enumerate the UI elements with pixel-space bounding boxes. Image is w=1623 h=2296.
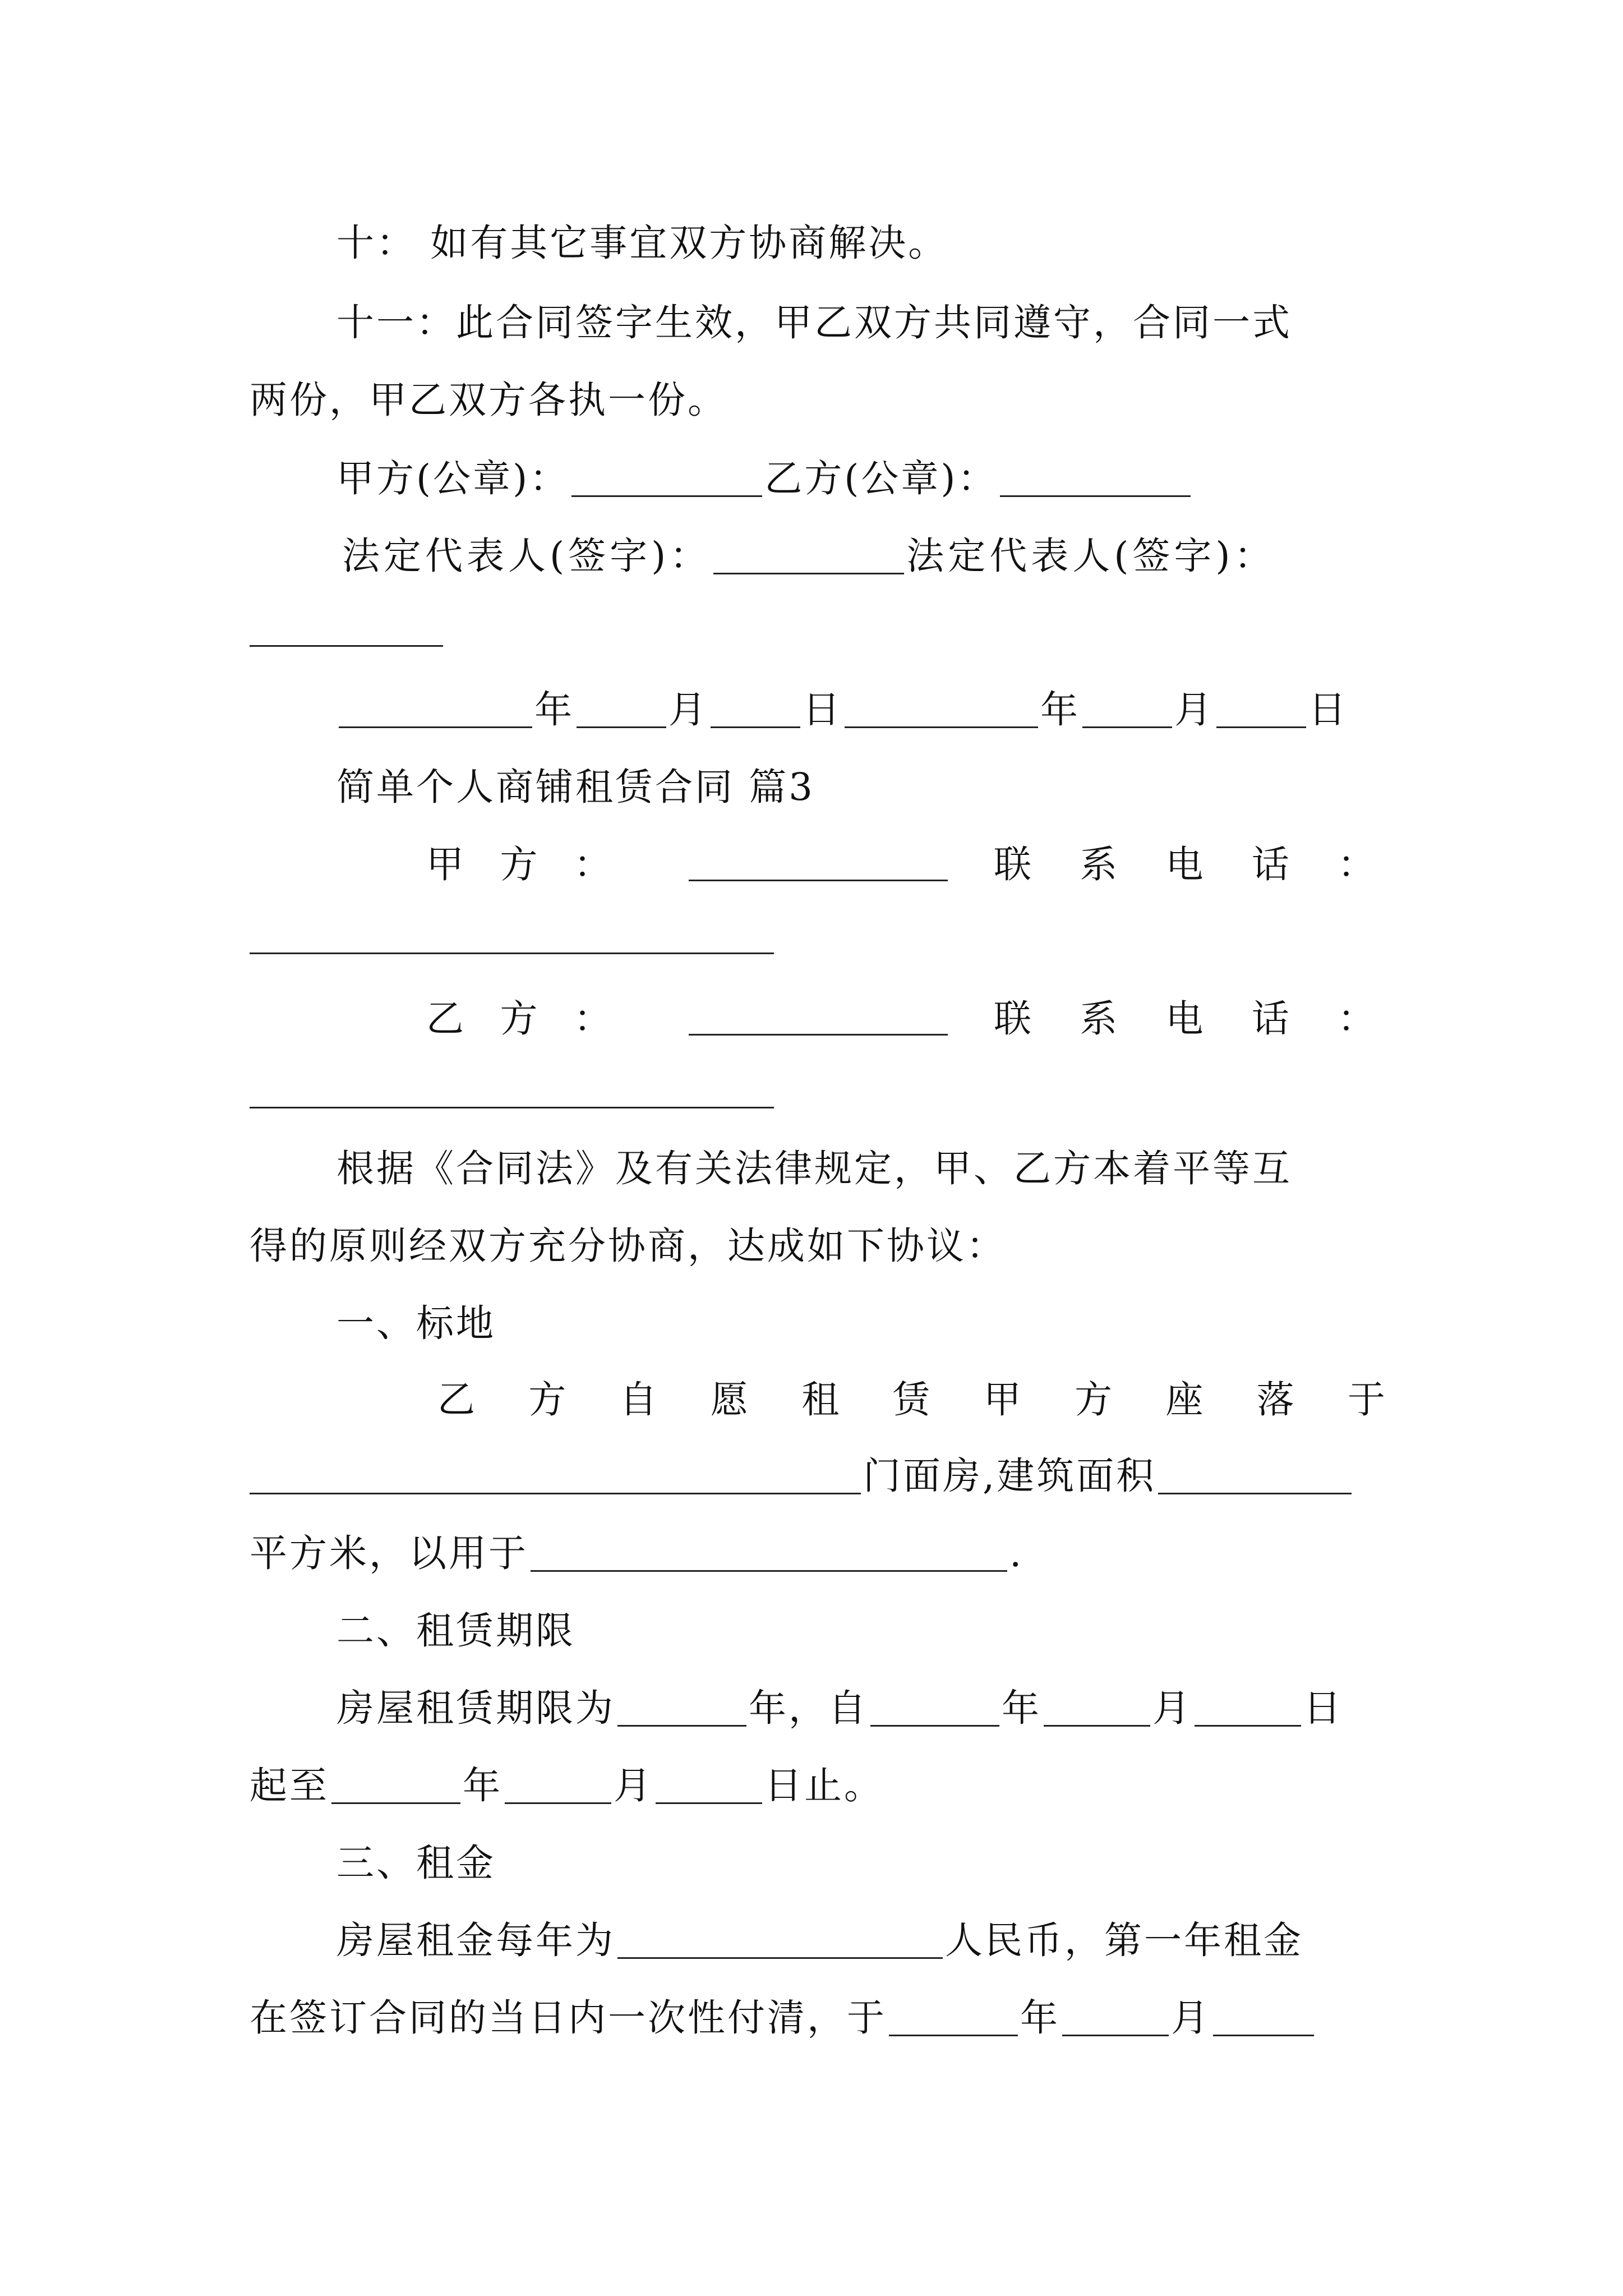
s2-l2-a: 起至 xyxy=(250,1764,329,1807)
s2-l1-b: 年，自 xyxy=(749,1686,868,1730)
party-a-seal-label: 甲方(公章)： xyxy=(336,457,570,500)
s3-pay-day-blank xyxy=(1213,2035,1314,2036)
rep-b-label: 法定代表人(签字)： xyxy=(906,534,1276,578)
rep-a-label: 法定代表人(签字)： xyxy=(342,534,712,578)
s2-term-blank xyxy=(617,1725,746,1727)
phone-char-4: 话 xyxy=(1251,843,1289,886)
s2-start-month-blank xyxy=(1044,1725,1150,1727)
s2-start-day-blank xyxy=(1195,1725,1301,1727)
s3-l1-b: 人民币，第一年租金 xyxy=(945,1918,1303,1962)
party-b-seal-blank xyxy=(1000,495,1191,497)
party-b-char-1: 乙 xyxy=(426,997,464,1041)
s1-spaced-line xyxy=(437,1378,1385,1421)
party-b-name-blank xyxy=(689,1034,948,1036)
s1-char-6: 赁 xyxy=(892,1378,930,1421)
intro-text-1: 根据《合同法》及有关法律规定，甲、乙方本着平等互 xyxy=(336,1147,1292,1190)
party-a-char-1: 甲 xyxy=(426,843,464,886)
intro-line1 xyxy=(336,1147,1292,1190)
intro-line2 xyxy=(250,1224,1006,1268)
s1-char-7: 甲 xyxy=(983,1378,1021,1421)
section-title xyxy=(336,765,815,809)
date-a-day-blank xyxy=(711,726,800,728)
phone-char-2: 系 xyxy=(1080,843,1118,886)
s2-l2-c: 月 xyxy=(614,1764,653,1807)
party-a-name-blank xyxy=(689,880,948,881)
rep-a-blank xyxy=(713,573,904,574)
s2-l1-d: 月 xyxy=(1152,1686,1192,1730)
s1-char-5: 租 xyxy=(801,1378,840,1421)
phone-colon: ： xyxy=(1338,843,1375,886)
party-b-seal-label: 乙方(公章)： xyxy=(764,457,998,500)
date-a-month: 月 xyxy=(668,688,708,731)
section-title-text: 简单个人商铺租赁合同 篇3 xyxy=(336,765,815,809)
party-a-seal-blank xyxy=(571,495,762,497)
s3-l1-a: 房屋租金每年为 xyxy=(336,1918,615,1962)
s3-rent-blank xyxy=(617,1957,943,1959)
s2-l2-b: 年 xyxy=(463,1764,502,1807)
s1-area-blank xyxy=(1158,1493,1352,1494)
party-a-label xyxy=(426,843,611,886)
s3-heading-text: 三、租金 xyxy=(336,1841,496,1885)
s1-char-9: 座 xyxy=(1165,1378,1204,1421)
date-b-month: 月 xyxy=(1174,688,1214,731)
s1-char-10: 落 xyxy=(1256,1378,1294,1421)
phone-colon: ： xyxy=(1338,997,1375,1041)
s1-line2 xyxy=(250,1454,1354,1498)
clause-10-text: 十： 如有其它事宜双方协商解决。 xyxy=(336,221,948,265)
s1-char-1: 乙 xyxy=(437,1378,475,1421)
s2-l1-c: 年 xyxy=(1002,1686,1041,1730)
s1-end: . xyxy=(1009,1531,1024,1575)
clause-11-line1 xyxy=(336,301,1292,344)
s3-heading xyxy=(336,1841,496,1885)
s1-mid-text: 门面房,建筑面积 xyxy=(863,1454,1156,1498)
s2-end-month-blank xyxy=(505,1802,611,1804)
party-b-label xyxy=(426,997,611,1041)
s3-l2-c: 月 xyxy=(1171,1996,1211,2040)
date-a-year-blank xyxy=(339,726,532,728)
date-b-day-blank xyxy=(1216,726,1306,728)
s3-pay-month-blank xyxy=(1062,2035,1169,2036)
s2-l2-d: 日止。 xyxy=(764,1764,884,1807)
phone-char-3: 电 xyxy=(1165,843,1204,886)
clause-11-text-1: 十一：此合同签字生效，甲乙双方共同遵守，合同一式 xyxy=(336,301,1292,344)
date-b-day: 日 xyxy=(1308,688,1348,731)
phone-char-2: 系 xyxy=(1080,997,1118,1041)
s3-l2-a: 在签订合同的当日内一次性付清，于 xyxy=(250,1996,887,2040)
phone-char-3: 电 xyxy=(1165,997,1204,1041)
party-b-phone-label xyxy=(994,997,1375,1041)
phone-char-1: 联 xyxy=(994,997,1031,1041)
s1-char-8: 方 xyxy=(1075,1378,1113,1421)
s1-line3 xyxy=(250,1531,1024,1575)
date-b-month-blank xyxy=(1082,726,1172,728)
s2-line2 xyxy=(250,1764,884,1807)
s2-end-year-blank xyxy=(331,1802,460,1804)
date-a-year: 年 xyxy=(534,688,574,731)
party-a-colon: ： xyxy=(574,843,611,886)
s1-unit-text: 平方米，以用于 xyxy=(250,1531,528,1575)
s2-l1-a: 房屋租赁期限为 xyxy=(336,1686,615,1730)
s1-char-11: 于 xyxy=(1347,1378,1385,1421)
party-a-phone-blank xyxy=(250,953,774,954)
s1-location-blank xyxy=(250,1493,861,1494)
phone-char-4: 话 xyxy=(1251,997,1289,1041)
s1-char-2: 方 xyxy=(528,1378,566,1421)
party-a-phone-label xyxy=(994,843,1375,886)
s2-line1 xyxy=(336,1686,1343,1730)
s3-line2 xyxy=(250,1996,1316,2040)
s2-l1-e: 日 xyxy=(1303,1686,1343,1730)
s2-end-day-blank xyxy=(656,1802,762,1804)
s3-pay-year-blank xyxy=(889,2035,1018,2036)
date-a-month-blank xyxy=(577,726,666,728)
s2-heading xyxy=(336,1609,575,1653)
party-b-phone-blank xyxy=(250,1107,774,1108)
s1-heading-text: 一、标地 xyxy=(336,1301,496,1345)
clause-10 xyxy=(336,221,948,265)
party-b-char-2: 方 xyxy=(500,997,538,1041)
intro-text-2: 得的原则经双方充分协商，达成如下协议： xyxy=(250,1224,1006,1268)
date-line xyxy=(336,688,1348,731)
representative-line xyxy=(342,534,1276,578)
date-a-day: 日 xyxy=(803,688,842,731)
date-b-year-blank xyxy=(845,726,1038,728)
s2-heading-text: 二、租赁期限 xyxy=(336,1609,575,1653)
seal-line xyxy=(336,457,1193,500)
date-b-year: 年 xyxy=(1040,688,1080,731)
s2-start-year-blank xyxy=(870,1725,999,1727)
party-b-colon: ： xyxy=(574,997,611,1041)
s1-heading xyxy=(336,1301,496,1345)
clause-11-line2 xyxy=(250,378,727,422)
rep-b-blank xyxy=(250,645,443,647)
clause-11-text-2: 两份，甲乙双方各执一份。 xyxy=(250,378,727,422)
s1-char-4: 愿 xyxy=(710,1378,748,1421)
phone-char-1: 联 xyxy=(994,843,1031,886)
s3-line1 xyxy=(336,1918,1303,1962)
s3-l2-b: 年 xyxy=(1020,1996,1060,2040)
s1-char-3: 自 xyxy=(619,1378,657,1421)
party-a-char-2: 方 xyxy=(500,843,538,886)
s1-usage-blank xyxy=(531,1570,1007,1572)
